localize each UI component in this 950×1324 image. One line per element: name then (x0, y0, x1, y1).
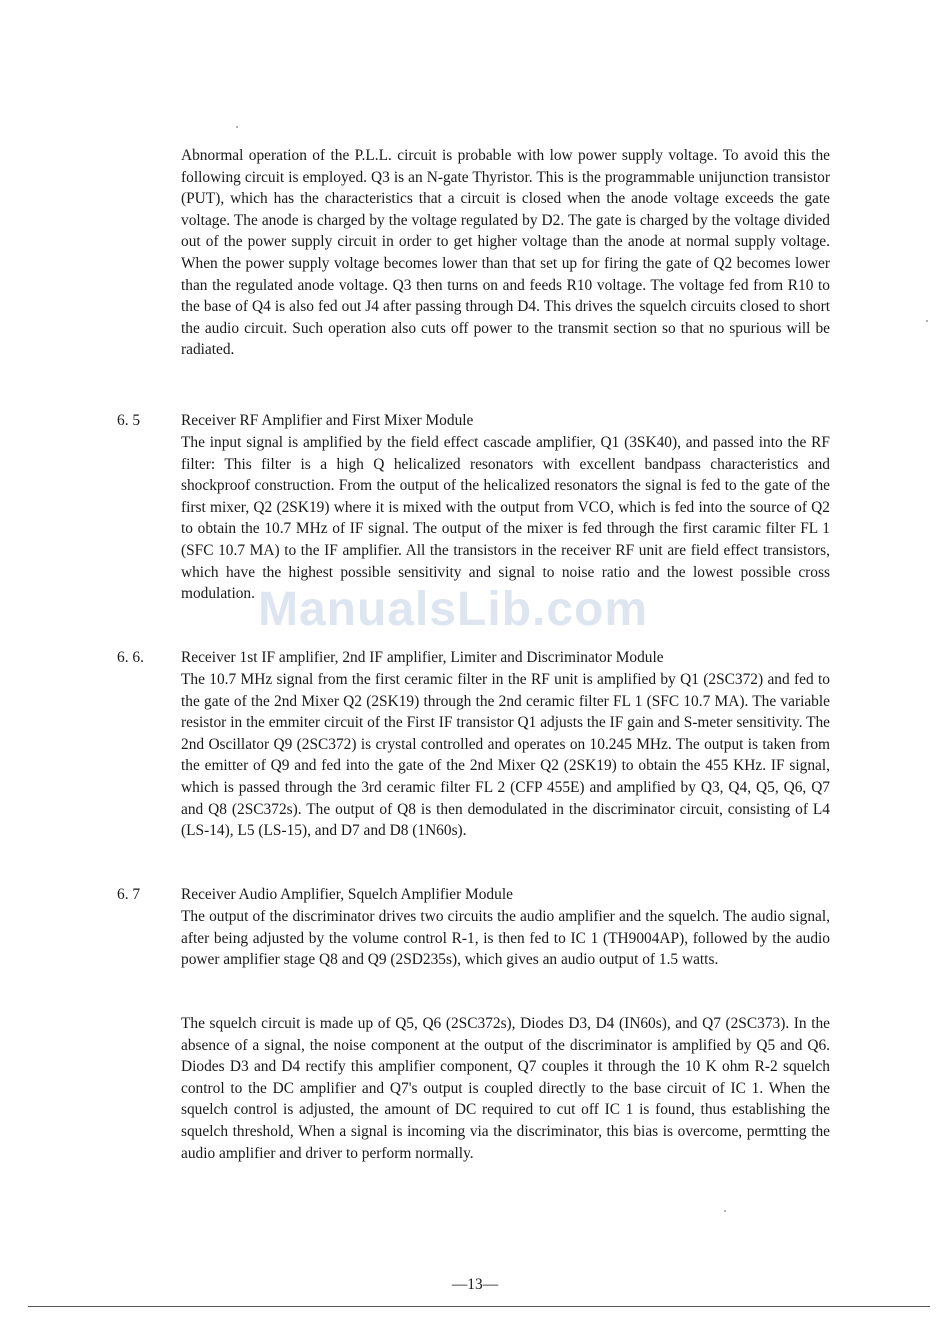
watermark: ManualsLib.com (258, 583, 649, 636)
section-number-6-5: 6. 5 (117, 412, 141, 429)
section-title-6-6: Receiver 1st IF amplifier, 2nd IF amplifier, Limiter and Discriminator Module (181, 649, 664, 666)
section-number-6-7: 6. 7 (117, 886, 141, 903)
section-title-6-5: Receiver RF Amplifier and First Mixer Module (181, 412, 474, 429)
bottom-rule (28, 1306, 930, 1307)
page-number: —13— (451, 1276, 499, 1293)
section-body-6-7-part1: The output of the discriminator drives two circuits the audio amplifier and the squelch. The audio signal, after being adjusted by the volume control R-1, is then fed to IC 1 (TH9004AP), followed by the audio power amplifier stage Q8 and Q9 (2SD235s), which gives an audio output of 1.5 watts. (181, 908, 830, 969)
scan-speck (236, 126, 238, 128)
scan-speck (724, 1210, 726, 1212)
intro-paragraph: Abnormal operation of the P.L.L. circuit is probable with low power supply voltage. To avoid this the following circuit is employed. Q3 is an N-gate Thyristor. This is the programmable unijunction transistor (PUT), which has the characteristics that a circuit is closed when the anode voltage exceeds the gate voltage. The anode is charged by the voltage regulated by D2. The gate is charged by the voltage divided out of the power supply circuit in order to get higher voltage than the anode at normal supply voltage. When the power supply voltage becomes lower than that set up for firing the gate of Q2 becomes lower than the regulated anode voltage. Q3 then turns on and feeds R10 voltage. The voltage fed from R10 to the base of Q4 is also fed out J4 after passing through D4. This drives the squelch circuits closed to short the audio circuit. Such operation also cuts off power to the transmit section so that no spurious will be radiated. (181, 147, 830, 359)
section-body-6-6: The 10.7 MHz signal from the first ceramic filter in the RF unit is amplified by Q1 (2SC372) and fed to the gate of the 2nd Mixer Q2 (2SK19) through the 2nd ceramic filter FL 1 (SFC 10.7 MA). The variable resistor in the emmiter circuit of the First IF transistor Q1 adjusts the IF gain and S-meter sensitivity. The 2nd Oscillator Q9 (2SC372) is crystal controlled and operates on 10.245 MHz. The output is taken from the emitter of Q9 and fed into the gate of the 2nd Mixer Q2 (2SK19) to obtain the 455 KHz. IF signal, which is passed through the 3rd ceramic filter FL 2 (CFP 455E) and amplified by Q3, Q4, Q5, Q6, Q7 and Q8 (2SC372s). The output of Q8 is then demodulated in the discriminator circuit, consisting of L4 (LS-14), L5 (LS-15), and D7 and D8 (1N60s). (181, 671, 830, 840)
section-body-6-7-part2: The squelch circuit is made up of Q5, Q6 (2SC372s), Diodes D3, D4 (IN60s), and Q7 (2SC373). In the absence of a signal, the noise component at the output of the discriminator is amplified by Q5 and Q6. Diodes D3 and D4 rectify this amplifier component, Q7 couples it through the 10 K ohm R-2 squelch control to the DC amplifier and Q7's output is coupled directly to the base circuit of IC 1. When the squelch control is adjusted, the amount of DC required to cut off IC 1 is found, thus establishing the squelch threshold, When a signal is incoming via the discriminator, this bias is overcome, permtting the audio amplifier and driver to perform normally. (181, 1015, 830, 1162)
section-title-6-7: Receiver Audio Amplifier, Squelch Amplifier Module (181, 886, 513, 903)
section-number-6-6: 6. 6. (117, 649, 144, 666)
scan-speck (926, 320, 928, 322)
section-body-6-5: The input signal is amplified by the field effect cascade amplifier, Q1 (3SK40), and passed into the RF filter: This filter is a high Q helicalized resonators with excellent bandpass characteristics and shockproof construction. From the output of the helicalized resonators the signal is fed to the gate of the first mixer, Q2 (2SK19) where it is mixed with the output from VCO, which is fed into the source of Q2 to obtain the 10.7 MHz of IF signal. The output of the mixer is fed through the first caramic filter FL 1 (SFC 10.7 MA) to the IF amplifier. All the transistors in the receiver RF unit are field effect transistors, which have the highest possible sensitivity and signal to noise ratio and the lowest possible cross modulation. (181, 434, 830, 603)
